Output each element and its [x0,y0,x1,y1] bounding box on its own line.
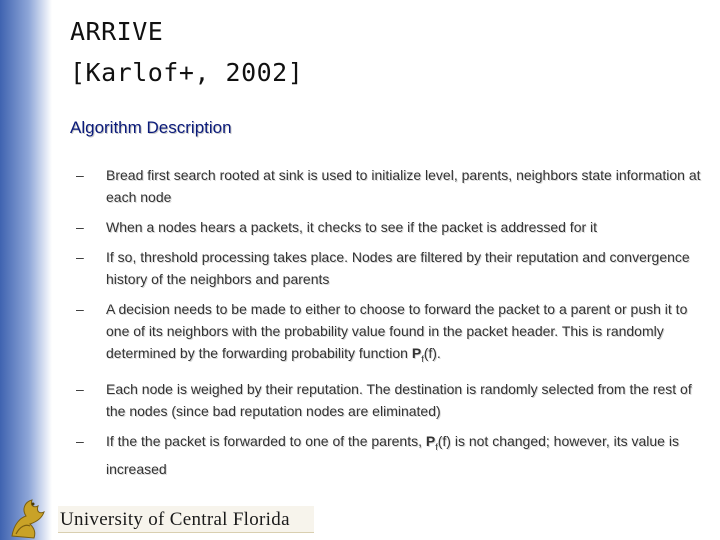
bullet-text: If so, threshold processing takes place. Nodes are filtered by their reputation and convergence history of the neighbors and parents [106,249,690,287]
probability-symbol: P [425,432,436,449]
probability-subscript: f [421,353,424,364]
bullet-text: Bread first search rooted at sink is used to initialize level, parents, neighbors state information at each node [106,167,701,205]
bullet-item [76,164,706,208]
slide-citation: [Karlof+, 2002] [70,58,304,87]
bullet-text-main: If the the packet is forwarded to one of the parents, [106,432,426,449]
logo-text-box [58,506,314,533]
bullet-dash: – [76,301,84,317]
bullet-text [106,298,706,370]
bullet-text-main: A decision needs to be made to either to choose to forward the packet to a parent or push it to one of its neighbors with the probability value found in the packet header. This is randomly determined by the forwarding probability function [106,301,688,361]
bullet-item [76,430,706,480]
probability-subscript: f [435,441,438,452]
left-gradient-bar [0,0,52,540]
bullet-item [76,246,706,290]
bullet-text-tail: (f). [423,345,441,361]
bullet-text: Each node is weighed by their reputation. The destination is randomly selected from the rest of the nodes (since bad reputation nodes are eliminated) [106,380,692,419]
university-name: University of Central Florida [60,509,290,530]
bullet-dash: – [76,380,84,397]
bullet-text-tail: (f) is not changed; however, its value is increased [106,432,679,477]
bullet-dash: – [76,432,84,449]
slide-title: ARRIVE [70,17,164,46]
bullet-item [76,216,706,238]
bullet-text: When a nodes hears a packets, it checks to see if the packet is addressed for it [106,219,598,235]
bullet-item [76,298,706,370]
bullet-dash: – [76,219,84,235]
bullet-item [76,378,706,422]
section-heading: Algorithm Description [70,118,232,137]
bullet-list [76,164,706,488]
probability-symbol: P [411,345,422,361]
bullet-dash: – [76,249,84,265]
ucf-footer-logo [6,496,326,540]
pegasus-icon [6,496,54,540]
bullet-text [106,430,706,480]
bullet-dash: – [76,167,84,183]
